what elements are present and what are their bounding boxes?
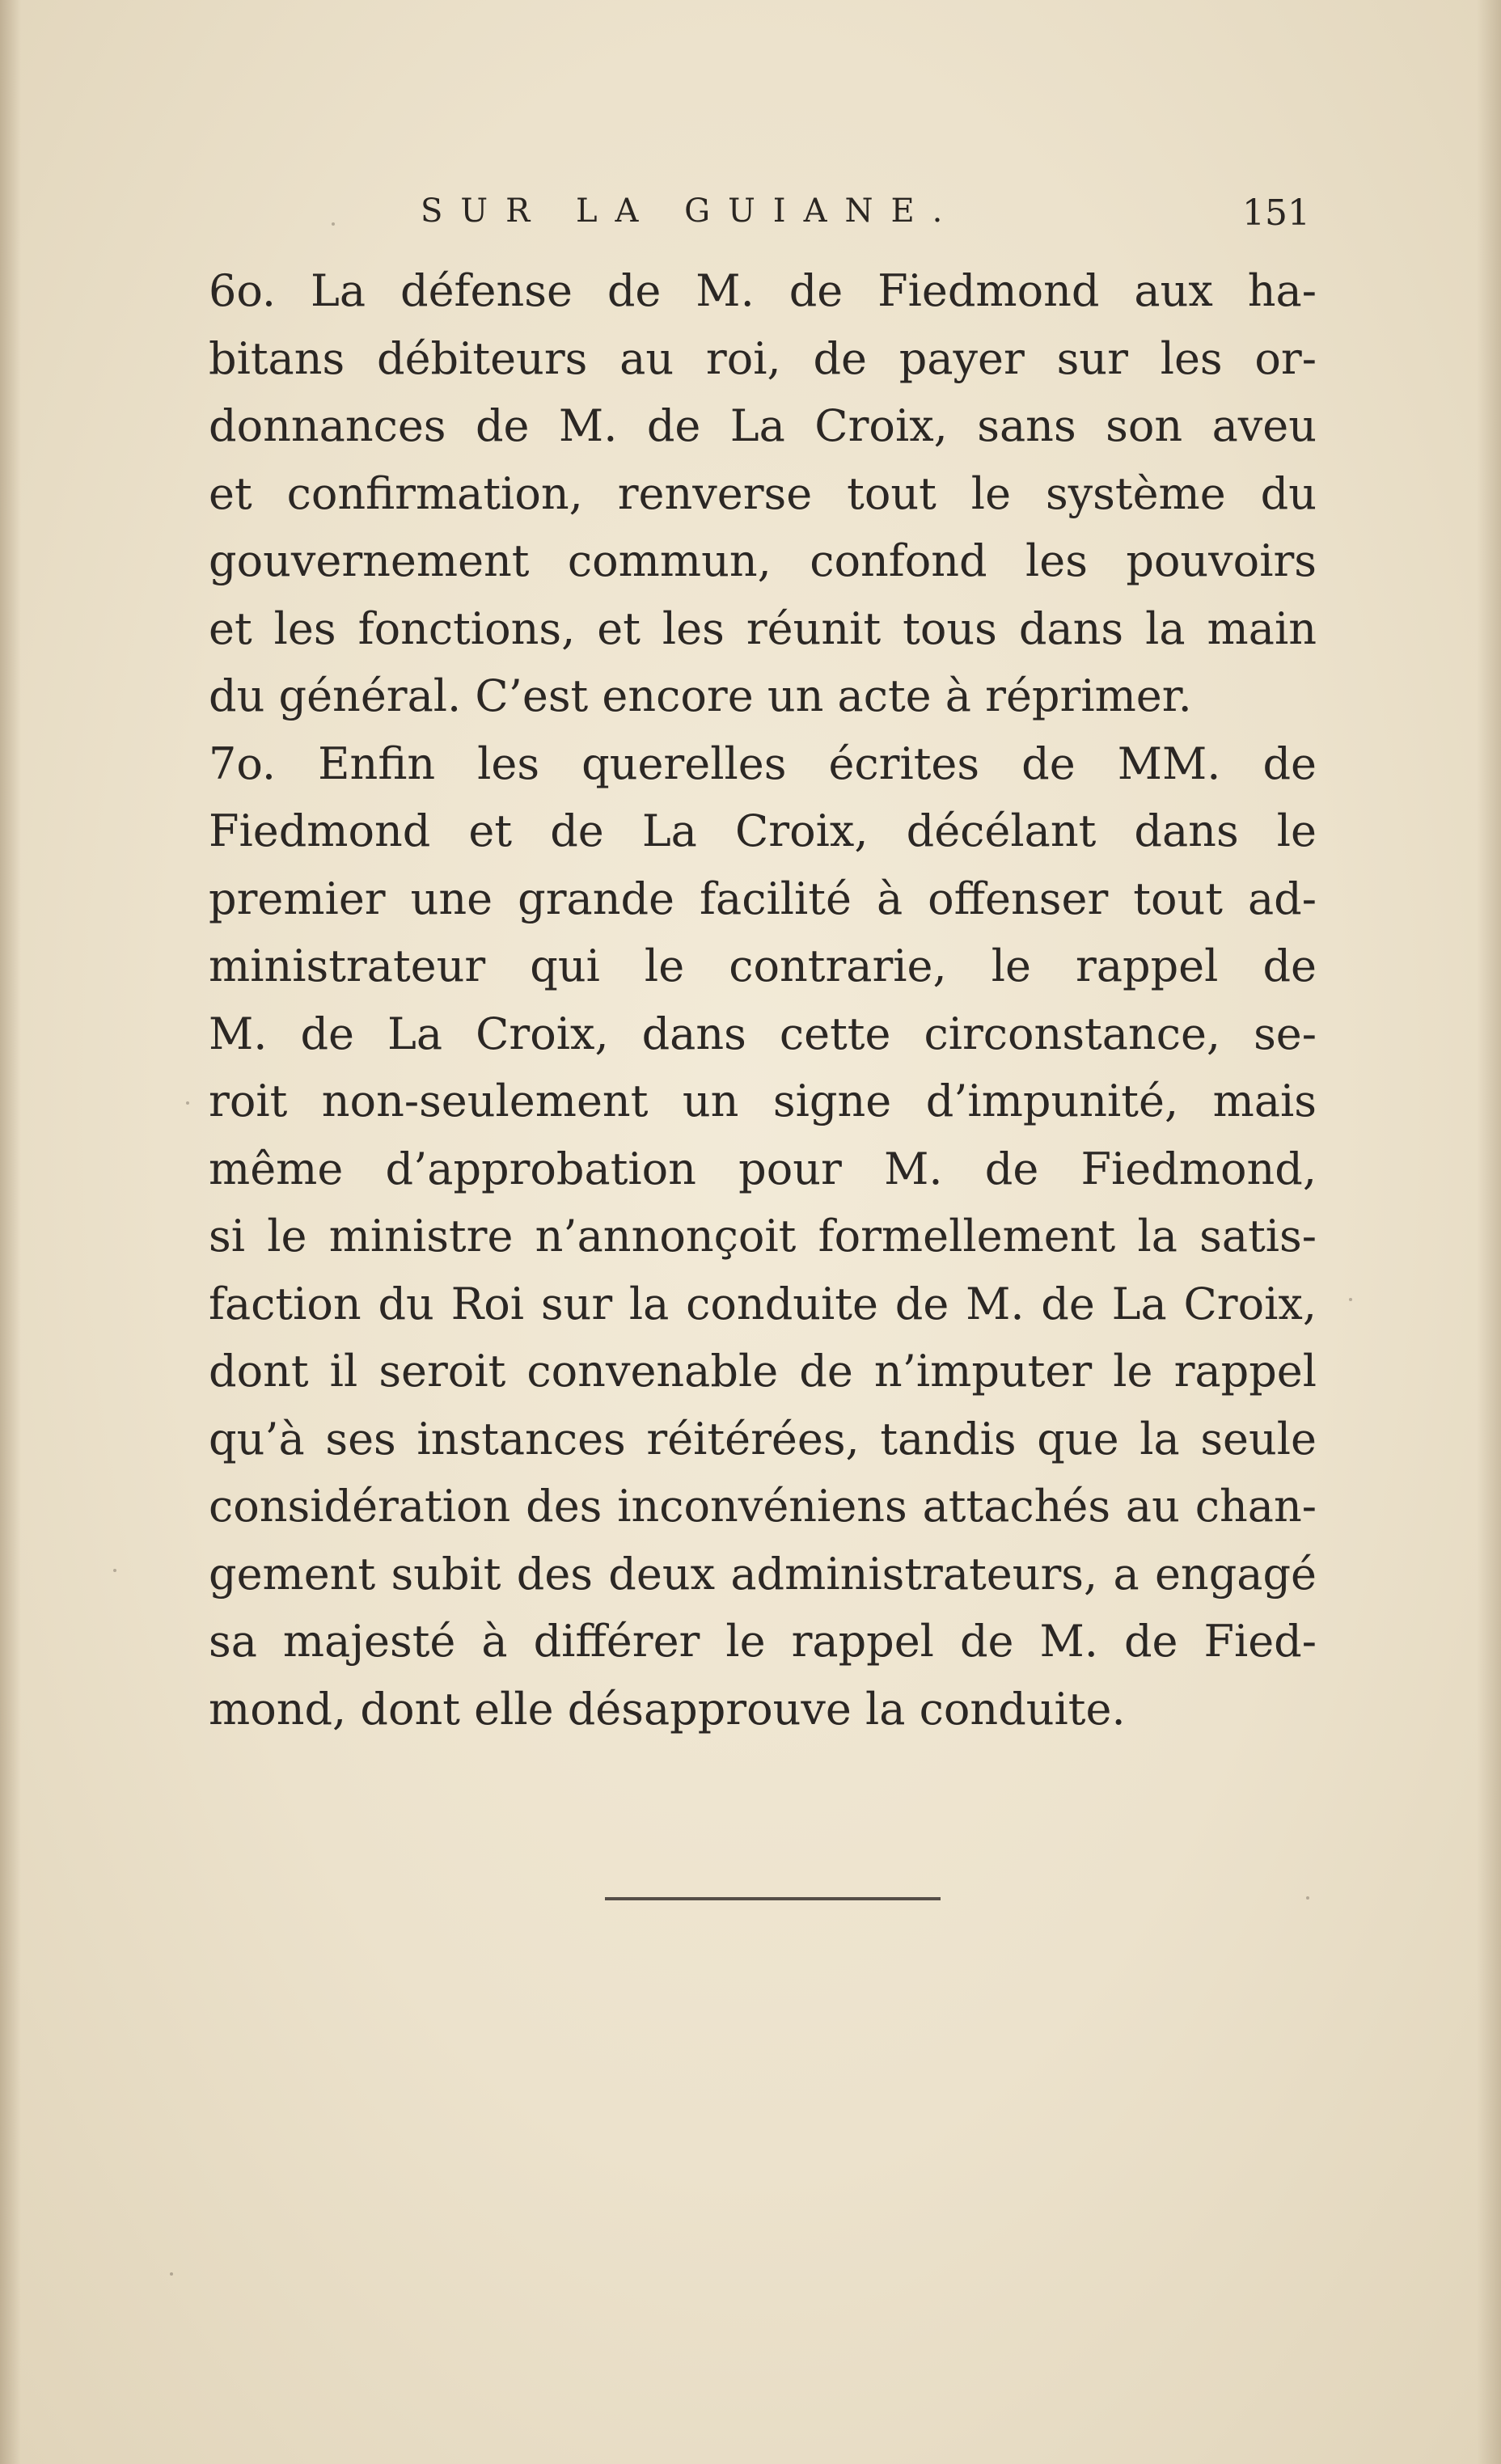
page-edge-shadow-left [0,0,21,2464]
section-end-rule [605,1897,941,1900]
text-line: et les fonctions, et les réunit tous dans la main [209,602,1317,654]
text-line: sa majesté à différer le rappel de M. de Fied- [209,1616,1317,1667]
text-line: si le ministre n’annonçoit formellement la satis- [209,1211,1317,1262]
paper-speck [113,1569,116,1572]
text-line: du général. C’est encore un acte à réprimer. [209,670,1192,721]
text-line: Fiedmond et de La Croix, décélant dans le [209,805,1317,856]
text-line: qu’à ses instances réitérées, tandis que la seule [209,1413,1317,1464]
text-line: roit non-seulement un signe d’impunité, mais [209,1076,1317,1126]
running-title: SUR LA GUIANE. [421,192,961,230]
text-line: gement subit des deux administrateurs, a engagé [209,1548,1317,1600]
text-line: même d’approbation pour M. de Fiedmond, [209,1143,1317,1194]
text-line: 7o. Enfin les querelles écrites de MM. de [209,738,1317,789]
paragraph-6 [209,257,1317,730]
text-line: donnances de M. de La Croix, sans son aveu [209,400,1317,451]
text-line: premier une grande facilité à offenser tout ad- [209,873,1317,924]
text-line: et confirmation, renverse tout le système du [209,467,1317,519]
page-number: 151 [1242,192,1310,234]
paper-speck [170,2272,173,2276]
text-line: bitans débiteurs au roi, de payer sur les or- [209,332,1317,384]
text-line: M. de La Croix, dans cette circonstance, se- [209,1008,1317,1059]
paper-speck [1306,1896,1309,1900]
body-text [209,257,1317,1743]
text-line: gouvernement commun, confond les pouvoirs [209,535,1317,586]
text-line: mond, dont elle désapprouve la conduite. [209,1683,1126,1735]
paragraph-7 [209,730,1317,1743]
text-line: faction du Roi sur la conduite de M. de La Croix, [209,1278,1317,1329]
page-edge-shadow-right [1477,0,1501,2464]
paper-speck [1349,1298,1352,1301]
paper-speck [332,222,335,226]
text-line: 6o. La défense de M. de Fiedmond aux ha- [209,265,1317,316]
running-head [421,192,1310,249]
paper-speck [186,1101,189,1105]
text-line: considération des inconvéniens attachés au chan- [209,1481,1317,1532]
text-line: ministrateur qui le contrarie, le rappel de [209,940,1317,991]
text-line: dont il seroit convenable de n’imputer le rappel [209,1346,1317,1397]
